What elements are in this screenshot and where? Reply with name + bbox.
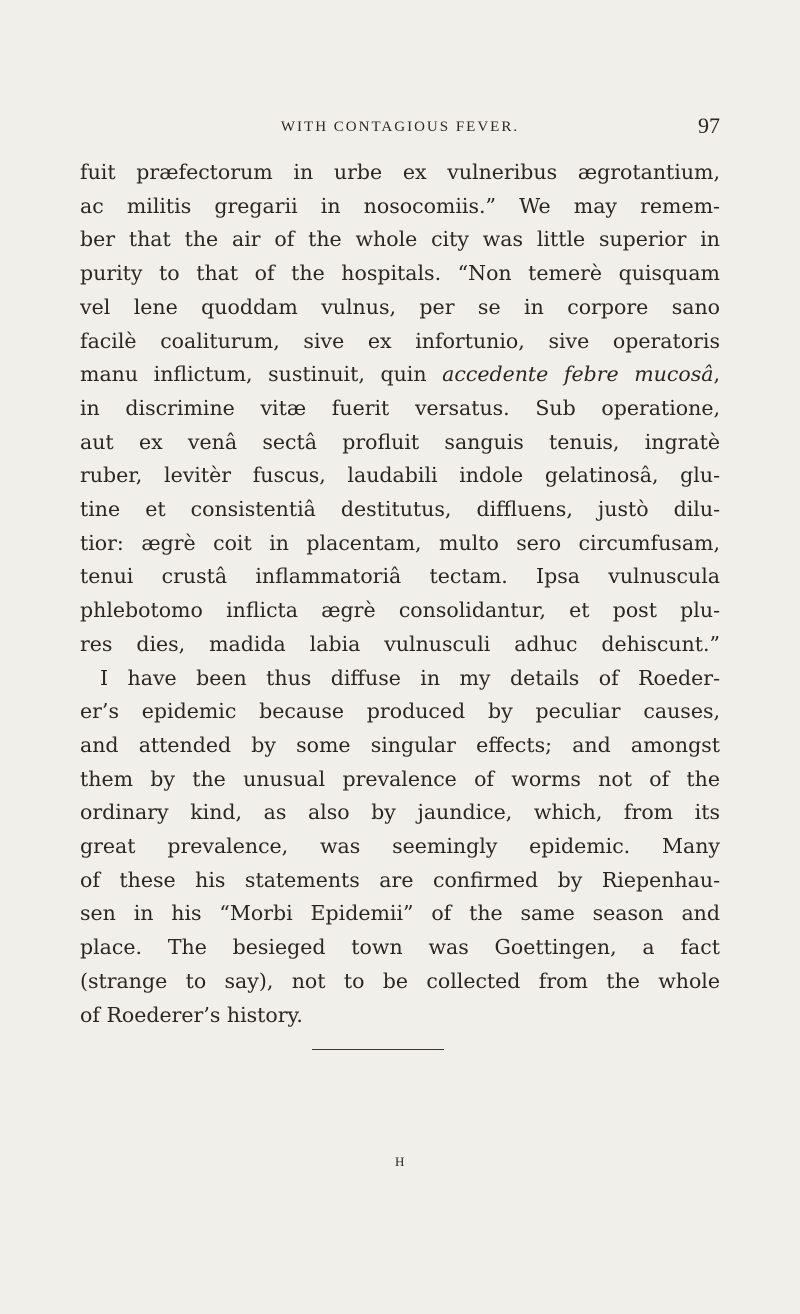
text-line: them by the unusual prevalence of worms not of the bbox=[80, 766, 720, 791]
text-line: tenui crustâ inflammatoriâ tectam. Ipsa vulnuscula bbox=[80, 564, 720, 589]
text-line: aut ex venâ sectâ profluit sanguis tenuis, ingratè bbox=[80, 429, 720, 454]
body-text bbox=[80, 156, 720, 1032]
text-line: great prevalence, was seemingly epidemic. Many bbox=[80, 834, 720, 859]
text-line: tine et consistentiâ destitutus, diffluens, justò dilu- bbox=[80, 497, 720, 522]
italic-phrase: accedente febre mucosâ bbox=[442, 362, 714, 387]
page-number: 97 bbox=[698, 113, 720, 138]
text-line: place. The besieged town was Goettingen, a fact bbox=[80, 935, 720, 960]
running-head bbox=[80, 113, 720, 143]
text-line: tior: ægrè coit in placentam, multo sero circumfusam, bbox=[80, 530, 720, 555]
text-line: res dies, madida labia vulnusculi adhuc dehiscunt.” bbox=[80, 631, 720, 656]
text-line: ordinary kind, as also by jaundice, which, from its bbox=[80, 800, 720, 825]
paragraph-end-line: of Roederer’s history. bbox=[80, 1002, 303, 1027]
text-line: sen in his “Morbi Epidemii” of the same season and bbox=[80, 901, 720, 926]
text-line: (strange to say), not to be collected from the whole bbox=[80, 968, 720, 993]
text-line: of these his statements are confirmed by Riepenhau- bbox=[80, 867, 720, 892]
paragraph-start-line: I have been thus diffuse in my details of Roeder- bbox=[100, 665, 720, 690]
text-line: facilè coaliturum, sive ex infortunio, sive operatoris bbox=[80, 328, 720, 353]
text-line: phlebotomo inflicta ægrè consolidantur, et post plu- bbox=[80, 598, 720, 623]
section-rule bbox=[312, 1049, 444, 1050]
text-line: purity to that of the hospitals. “Non temerè quisquam bbox=[80, 261, 720, 286]
running-title: WITH CONTAGIOUS FEVER. bbox=[280, 119, 520, 135]
text-line: fuit præfectorum in urbe ex vulneribus ægrotantium, bbox=[80, 160, 720, 184]
text-line-italic-phrase bbox=[80, 358, 720, 392]
text-line: er’s epidemic because produced by peculiar causes, bbox=[80, 699, 720, 724]
text-line: in discrimine vitæ fuerit versatus. Sub operatione, bbox=[80, 395, 720, 420]
text-line: vel lene quoddam vulnus, per se in corpore sano bbox=[80, 294, 720, 319]
text-segment: manu inflictum, sustinuit, quin accedente febre mucosâ, bbox=[80, 362, 720, 387]
text-line: and attended by some singular effects; and amongst bbox=[80, 732, 720, 757]
text-line: ac militis gregarii in nosocomiis.” We may remem- bbox=[80, 193, 720, 218]
text-line: ruber, levitèr fuscus, laudabili indole gelatinosâ, glu- bbox=[80, 463, 720, 488]
text-line: ber that the air of the whole city was little superior in bbox=[80, 227, 720, 252]
signature-mark: H bbox=[395, 1154, 406, 1169]
